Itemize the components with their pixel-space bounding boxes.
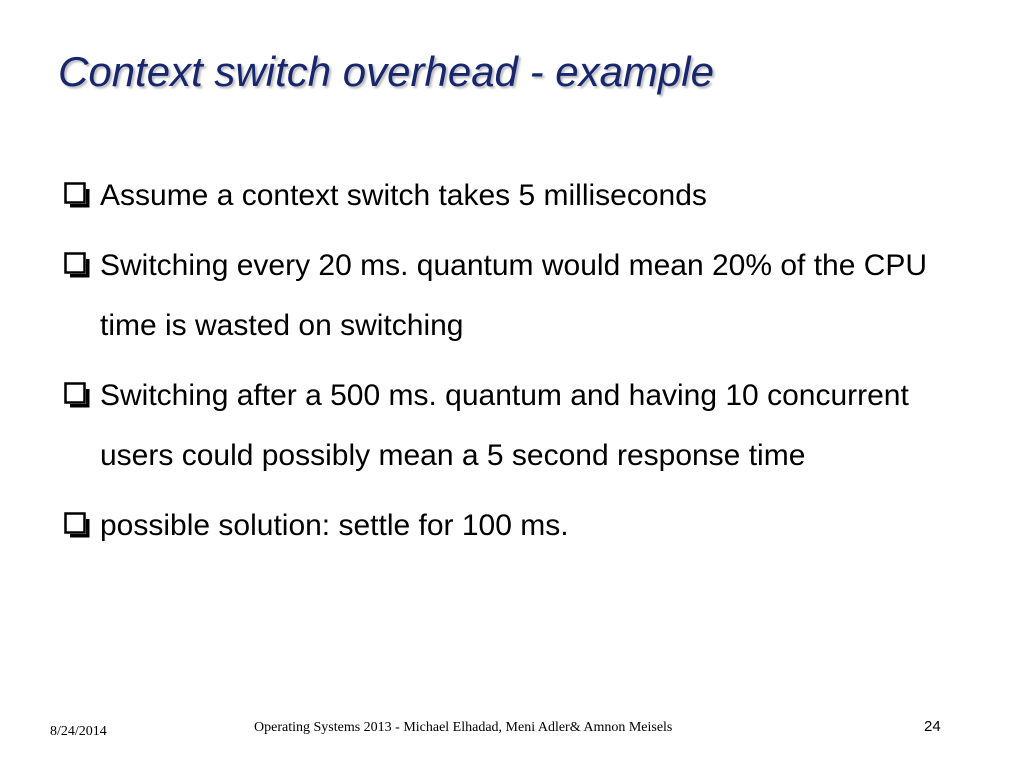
bullet-list bbox=[62, 166, 962, 566]
bullet-text: Switching every 20 ms. quantum would mean 20% of the CPU time is wasted on switching bbox=[100, 249, 928, 342]
bullet-item bbox=[62, 166, 962, 226]
hollow-square-bullet-icon bbox=[62, 366, 100, 426]
slide-title: Context switch overhead - example bbox=[58, 48, 714, 95]
bullet-item bbox=[62, 236, 962, 356]
footer-date: 8/24/2014 bbox=[50, 724, 107, 739]
bullet-text: Switching after a 500 ms. quantum and having 10 concurrent users could possibly mean a 5 second response time bbox=[100, 379, 909, 472]
bullet-item bbox=[62, 366, 962, 486]
bullet-item bbox=[62, 496, 962, 556]
page-number: 24 bbox=[924, 718, 941, 735]
bullet-text: possible solution: settle for 100 ms. bbox=[100, 509, 569, 542]
footer-credit: Operating Systems 2013 - Michael Elhadad, Meni Adler& Amnon Meisels bbox=[254, 720, 673, 735]
bullet-text: Assume a context switch takes 5 milliseconds bbox=[100, 179, 707, 212]
hollow-square-bullet-icon bbox=[62, 496, 100, 556]
hollow-square-bullet-icon bbox=[62, 236, 100, 296]
hollow-square-bullet-icon bbox=[62, 166, 100, 226]
